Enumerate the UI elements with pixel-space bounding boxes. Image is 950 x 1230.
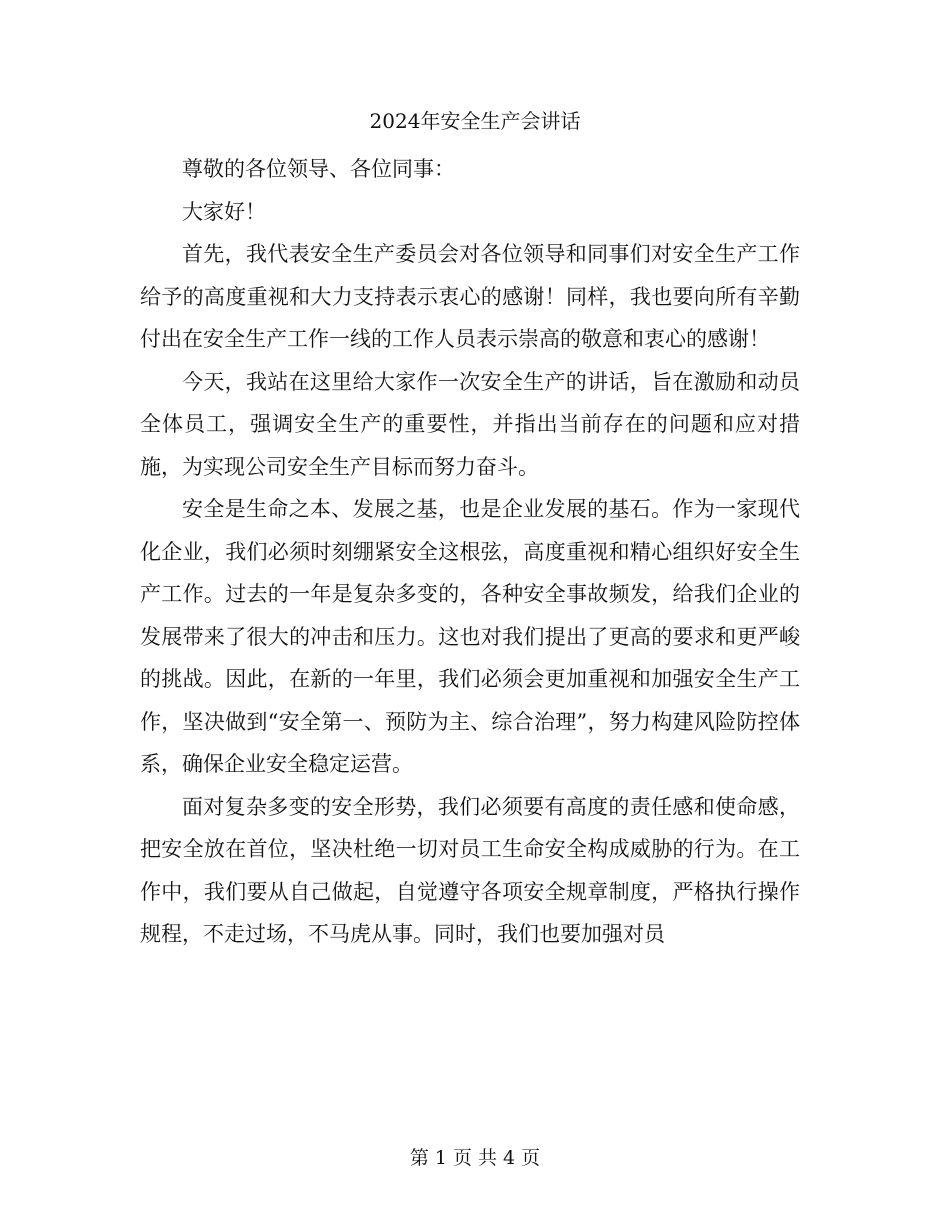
document-title: 2024年安全生产会讲话 bbox=[369, 109, 581, 133]
greeting-paragraph: 大家好！ bbox=[182, 199, 266, 224]
salutation-paragraph: 尊敬的各位领导、各位同事： bbox=[182, 157, 455, 181]
body-paragraph: 首先，我代表安全生产委员会对各位领导和同事们对安全生产工作给予的高度重视和大力支持表示衷心的感谢！同样，我也要向所有辛勤付出在安全生产工作一线的工作人员表示崇高的敬意和衷心的感谢！ bbox=[140, 242, 800, 351]
page-footer bbox=[0, 1145, 950, 1171]
document-body bbox=[140, 148, 800, 956]
page-number: 第 1 页 共 4 页 bbox=[409, 1147, 541, 1169]
body-paragraph: 安全是生命之本、发展之基，也是企业发展的基石。作为一家现代化企业，我们必须时刻绷紧安全这根弦，高度重视和精心组织好安全生产工作。过去的一年是复杂多变的，各种安全事故频发，给我们企业的发展带来了很大的冲击和压力。这也对我们提出了更高的要求和更严峻的挑战。因此，在新的一年里，我们必须会更加重视和加强安全生产工作，坚决做到“安全第一、预防为主、综合治理”，努力构建风险防控体系，确保企业安全稳定运营。 bbox=[140, 497, 800, 776]
body-paragraph: 面对复杂多变的安全形势，我们必须要有高度的责任感和使命感，把安全放在首位，坚决杜绝一切对员工生命安全构成威胁的行为。在工作中，我们要从自己做起，自觉遵守各项安全规章制度，严格执行操作规程，不走过场，不马虎从事。同时，我们也要加强对员 bbox=[140, 794, 800, 946]
body-paragraph: 今天，我站在这里给大家作一次安全生产的讲话，旨在激励和动员全体员工，强调安全生产的重要性，并指出当前存在的问题和应对措施，为实现公司安全生产目标而努力奋斗。 bbox=[140, 369, 800, 479]
